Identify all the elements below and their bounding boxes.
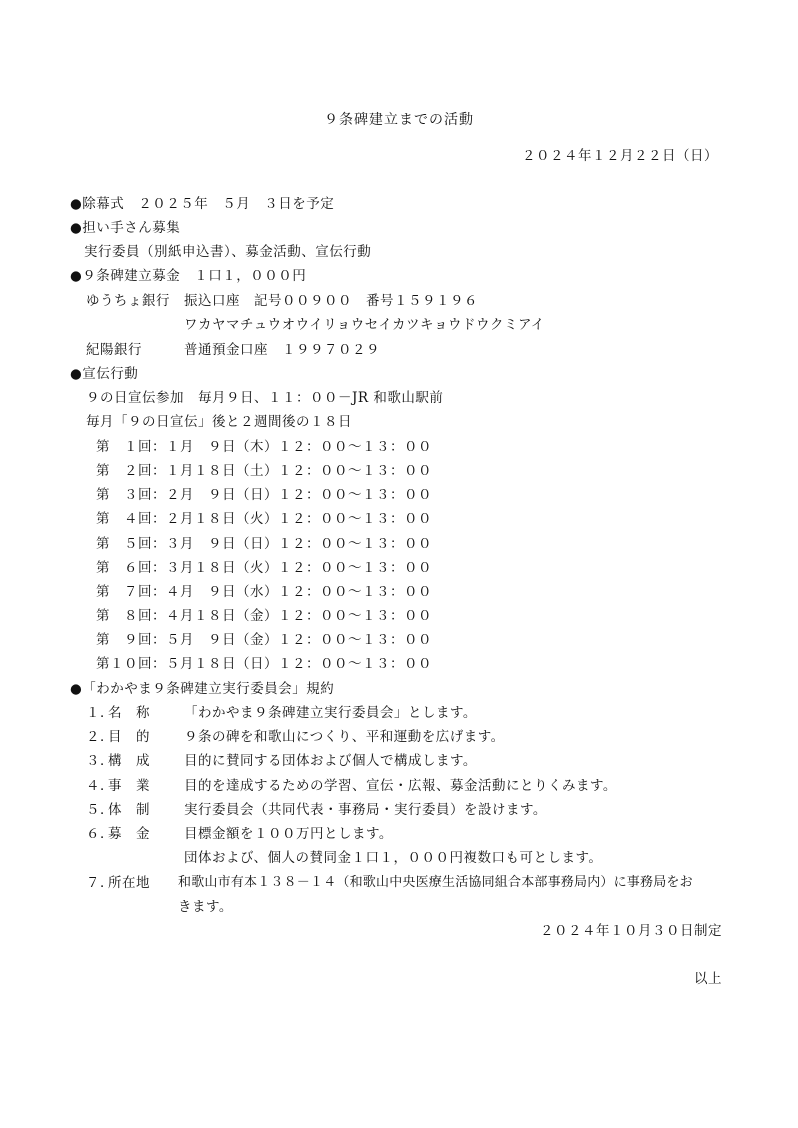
- bank-account-holder: ワカヤマチュウオウイリョウセイカツキョウドウクミアイ: [184, 317, 545, 333]
- promo-line-1: ９の日宣伝参加 毎月９日、１１：００－JR 和歌山駅前: [86, 390, 444, 406]
- rules-heading: ●「わかやま９条碑建立実行委員会」規約: [70, 681, 335, 697]
- rule-heading: 目 的: [108, 729, 150, 745]
- promo-line-2: 毎月「９の日宣伝」後と２週間後の１８日: [86, 414, 352, 430]
- rule-number: ４．: [86, 778, 114, 794]
- rule-heading: 所在地: [108, 875, 150, 891]
- closing-mark: 以上: [694, 971, 722, 987]
- rule-number: ６．: [86, 826, 114, 842]
- schedule-item: 第 ７回：４月 ９日（水）１２：００～１３：００: [96, 584, 432, 600]
- document-title: ９条碑建立までの活動: [324, 112, 474, 128]
- bank-yucho: ゆうちょ銀行 振込口座 記号００９００ 番号１５９１９６: [86, 293, 478, 309]
- document-date: ２０２４年１２月２２日（日）: [522, 148, 718, 164]
- rule-body-continued: きます。: [178, 899, 233, 915]
- rule-body: 目的に賛同する団体および個人で構成します。: [184, 753, 477, 769]
- rule-number: ２．: [86, 729, 114, 745]
- rule-heading: 構 成: [108, 753, 150, 769]
- rule-body-continued: 団体および、個人の賛同金１口１，０００円複数口も可とします。: [184, 850, 603, 866]
- enacted-date: ２０２４年１０月３０日制定: [540, 923, 722, 939]
- helpers-heading: ●担い手さん募集: [70, 220, 181, 236]
- rule-heading: 名 称: [108, 705, 150, 721]
- schedule-item: 第 ５回：３月 ９日（日）１２：００～１３：００: [96, 536, 432, 552]
- rule-body: 実行委員会（共同代表・事務局・実行委員）を設けます。: [184, 802, 547, 818]
- rule-heading: 体 制: [108, 802, 150, 818]
- rule-number: １．: [86, 705, 114, 721]
- rule-body: 和歌山市有本１３８－１４（和歌山中央医療生活協同組合本部事務局内）に事務局をお: [178, 875, 693, 890]
- fund-heading: ●９条碑建立募金 １口１，０００円: [70, 268, 307, 284]
- rule-body: 目的を達成するための学習、宣伝・広報、募金活動にとりくみます。: [184, 778, 617, 794]
- schedule-item: 第 ６回：３月１８日（火）１２：００～１３：００: [96, 560, 432, 576]
- rule-number: ３．: [86, 753, 114, 769]
- schedule-item: 第 １回：１月 ９日（木）１２：００～１３：００: [96, 439, 432, 455]
- rule-number: ７．: [86, 875, 114, 891]
- rule-body: ９条の碑を和歌山につくり、平和運動を広げます。: [184, 729, 505, 745]
- schedule-item: 第 ３回：２月 ９日（日）１２：００～１３：００: [96, 487, 432, 503]
- schedule-item: 第 ４回：２月１８日（火）１２：００～１３：００: [96, 511, 432, 527]
- rule-number: ５．: [86, 802, 114, 818]
- unveiling-line: ●除幕式 ２０２５年 ５月 ３日を予定: [70, 196, 335, 212]
- rule-body: 「わかやま９条碑建立実行委員会」とします。: [184, 705, 477, 721]
- schedule-item: 第 ２回：１月１８日（土）１２：００～１３：００: [96, 463, 432, 479]
- helpers-detail: 実行委員（別紙申込書）、募金活動、宣伝行動: [84, 244, 372, 260]
- schedule-item: 第１０回：５月１８日（日）１２：００～１３：００: [96, 656, 432, 672]
- rule-heading: 募 金: [108, 826, 150, 842]
- bank-kiyo: 紀陽銀行 普通預金口座 １９９７０２９: [86, 342, 380, 358]
- rule-body: 目標金額を１００万円とします。: [184, 826, 393, 842]
- rule-heading: 事 業: [108, 778, 150, 794]
- schedule-item: 第 ８回：４月１８日（金）１２：００～１３：００: [96, 608, 432, 624]
- schedule-item: 第 ９回：５月 ９日（金）１２：００～１３：００: [96, 632, 432, 648]
- promo-heading: ●宣伝行動: [70, 366, 139, 382]
